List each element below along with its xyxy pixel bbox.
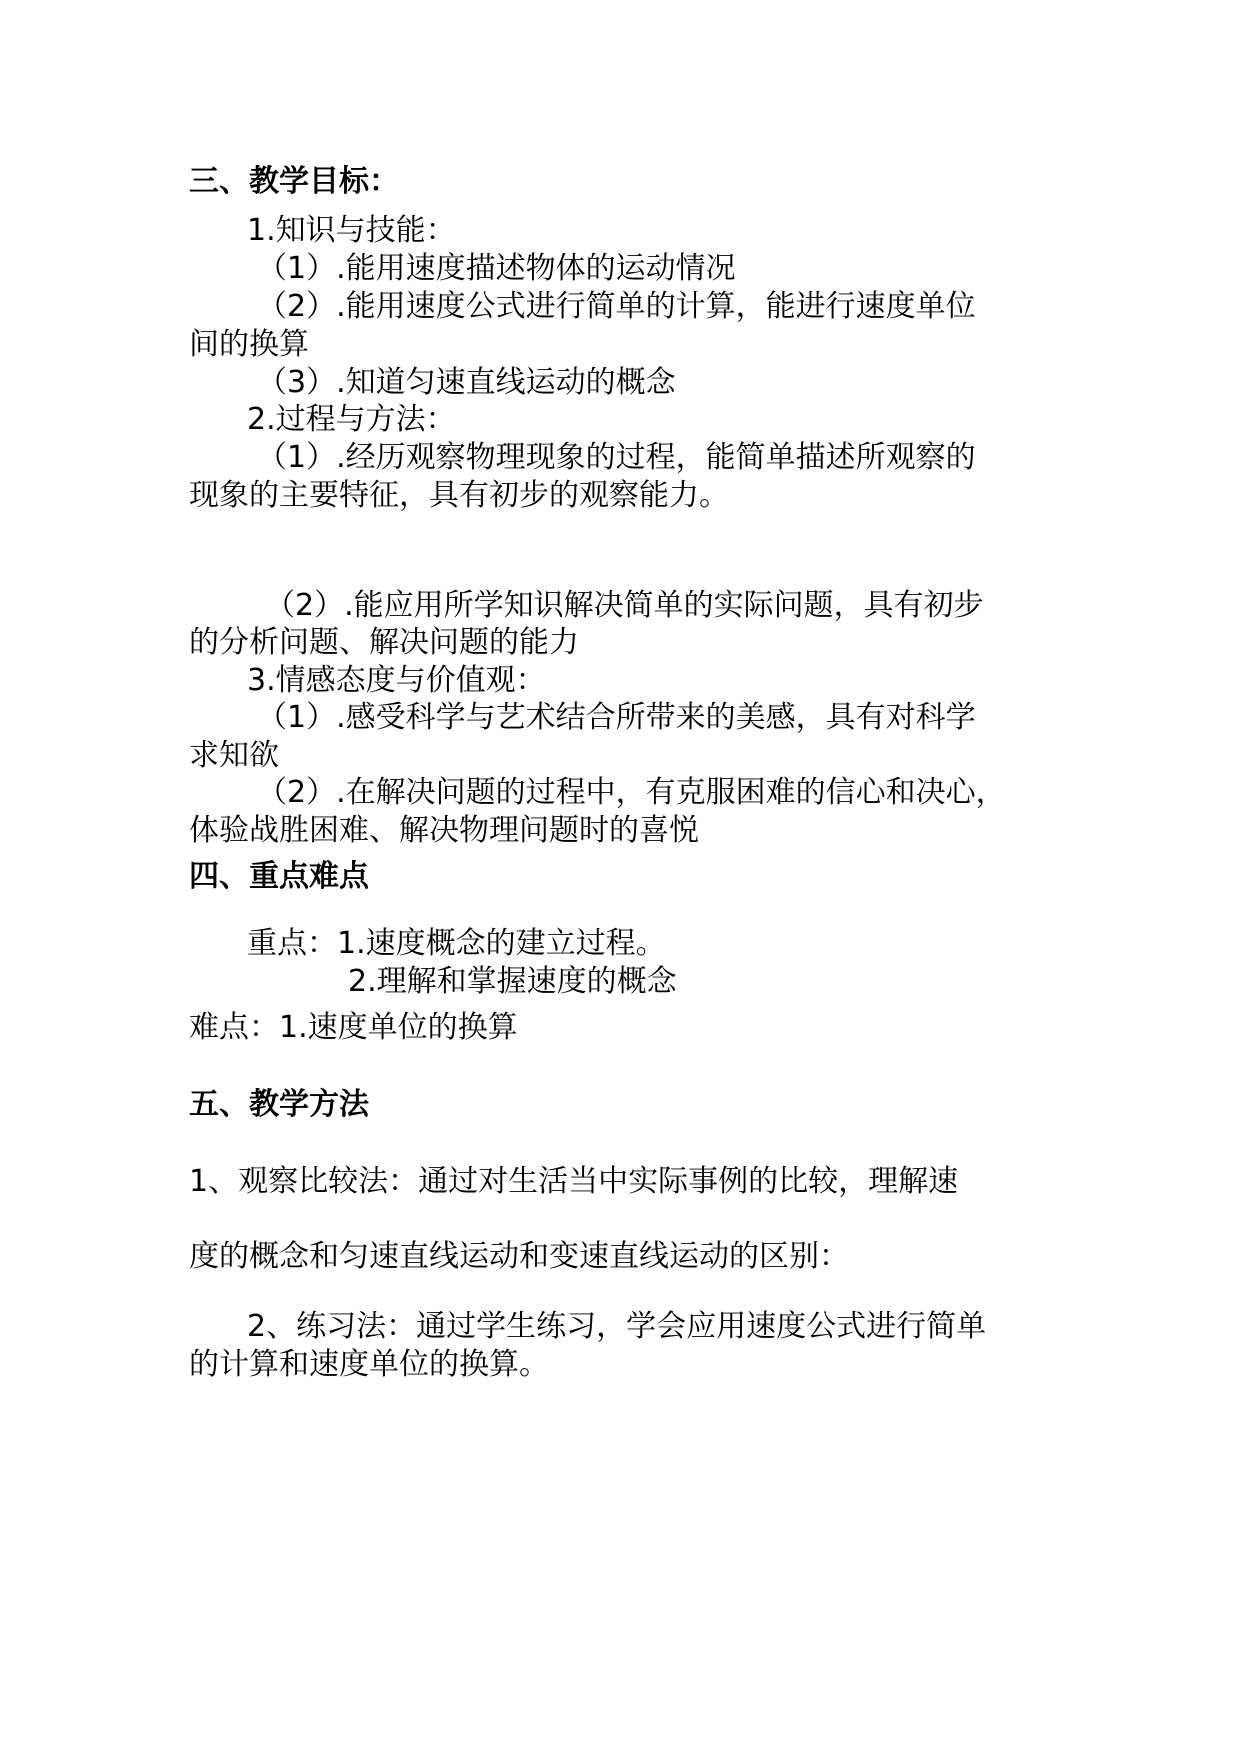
key-point-line-1: 重点：1.速度概念的建立过程。 [247, 926, 666, 961]
goal-emotion-item-1-line-2: 求知欲 [189, 738, 279, 773]
method-1-line-2: 度的概念和匀速直线运动和变速直线运动的区别： [189, 1239, 849, 1274]
section-heading-teaching-methods: 五、教学方法 [189, 1087, 369, 1122]
goal-emotion-item-2-line-2: 体验战胜困难、解决物理问题时的喜悦 [189, 813, 699, 848]
section-heading-teaching-objectives: 三、教学目标： [189, 164, 399, 199]
goal-emotion-item-2-line-1: （2）.在解决问题的过程中，有克服困难的信心和决心， [257, 775, 1006, 810]
goal-process-item-1-line-2: 现象的主要特征，具有初步的观察能力。 [189, 478, 729, 513]
method-2-line-1: 2、练习法：通过学生练习，学会应用速度公式进行简单 [247, 1309, 987, 1344]
goal-knowledge-item-1: （1）.能用速度描述物体的运动情况 [257, 251, 736, 286]
section-heading-key-difficult-points: 四、重点难点 [189, 859, 369, 894]
key-point-line-2: 2.理解和掌握速度的概念 [348, 964, 677, 999]
difficult-point: 难点：1.速度单位的换算 [189, 1010, 518, 1045]
method-1-line-1: 1、观察比较法：通过对生活当中实际事例的比较，理解速 [189, 1164, 959, 1199]
goal-process-item-2-line-2: 的分析问题、解决问题的能力 [189, 625, 579, 660]
goal-knowledge-item-3: （3）.知道匀速直线运动的概念 [257, 365, 676, 400]
goal-emotion-item-1-line-1: （1）.感受科学与艺术结合所带来的美感，具有对科学 [257, 700, 976, 735]
goal-process-item-2-line-1: （2）.能应用所学知识解决简单的实际问题，具有初步 [265, 588, 984, 623]
goal-knowledge-skills-title: 1.知识与技能： [247, 213, 456, 248]
goal-process-methods-title: 2.过程与方法： [247, 402, 456, 437]
goal-emotion-values-title: 3.情感态度与价值观： [247, 663, 546, 698]
goal-knowledge-item-2-line-2: 间的换算 [189, 327, 309, 362]
goal-knowledge-item-2-line-1: （2）.能用速度公式进行简单的计算，能进行速度单位 [257, 289, 976, 324]
goal-process-item-1-line-1: （1）.经历观察物理现象的过程，能简单描述所观察的 [257, 440, 976, 475]
method-2-line-2: 的计算和速度单位的换算。 [189, 1347, 549, 1382]
